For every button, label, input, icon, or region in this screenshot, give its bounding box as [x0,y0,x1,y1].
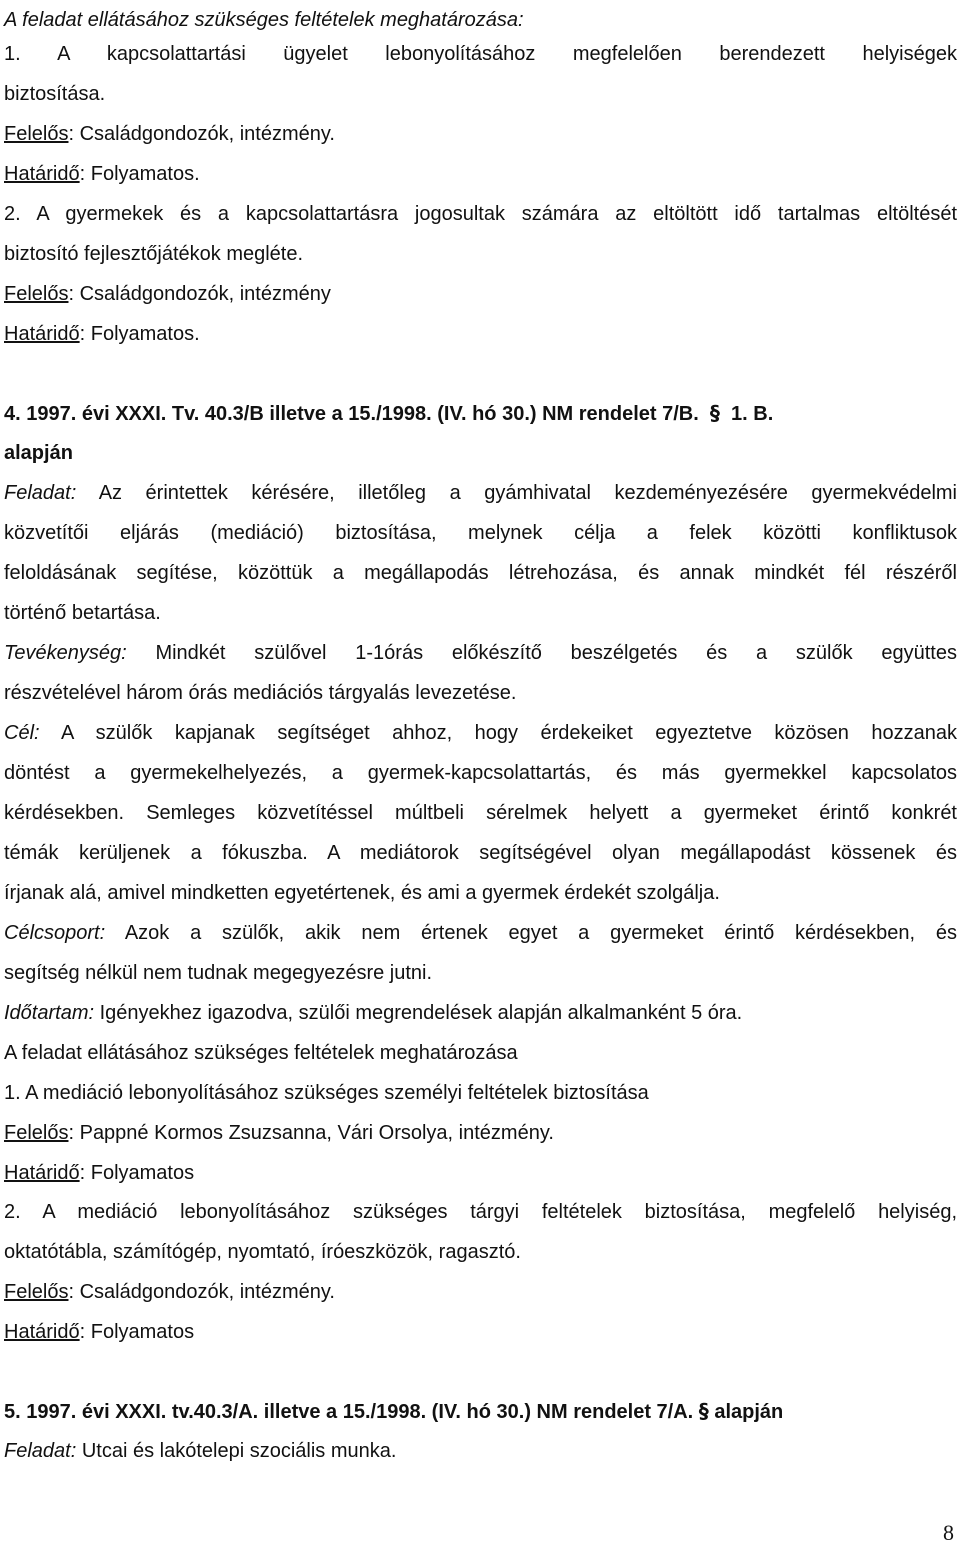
deadline-value: : Folyamatos [79,1321,195,1343]
task-label: Feladat: [4,482,77,504]
target-group-line2: segítség nélkül nem tudnak megegyezésre jutni. [4,962,433,984]
goal-line5: írjanak alá, amivel mindketten egyetértenek, és ami a gyermek érdekét szolgálja. [4,882,720,904]
deadline-label: Határidő [4,163,80,185]
task-line [4,1439,396,1463]
task-line4: történő betartása. [4,602,161,624]
deadline-line [4,1320,194,1344]
responsible-value: : Családgondozók, intézmény. [68,123,335,145]
duration-label: Időtartam: [4,1002,95,1024]
target-group-text: Azok a szülők, akik nem értenek egyet a gyermeket érintő kérdésekben, és [124,922,957,944]
requirement-item-2-line2: oktatótábla, számítógép, nyomtató, íróeszközök, ragasztó. [4,1241,521,1263]
responsible-line [4,122,335,146]
page-number: 8 [943,1520,954,1545]
requirements-heading: A feladat ellátásához szükséges feltételek meghatározása [4,1042,518,1064]
task-label: Feladat: [4,1440,77,1462]
requirement-item-1: 1. A mediáció lebonyolításához szükséges személyi feltételek biztosítása [4,1082,649,1104]
activity-text: Mindkét szülővel 1-1órás előkészítő beszélgetés és a szülők együttes [155,642,957,664]
responsible-value: : Családgondozók, intézmény. [68,1281,335,1303]
task-text: Utcai és lakótelepi szociális munka. [81,1440,397,1462]
deadline-line [4,162,200,186]
goal-line2: döntést a gyermekelhelyezés, a gyermek-kapcsolattartás, és más gyermekkel kapcsolatos [4,762,957,784]
task-line2: közvetítői eljárás (mediáció) biztosítása, melynek célja a felek közötti konfliktusok [4,522,957,544]
deadline-value: : Folyamatos. [79,163,200,185]
responsible-label: Felelős [4,283,69,305]
responsible-line [4,282,331,306]
activity-line2: részvételével három órás mediációs tárgyalás levezetése. [4,682,517,704]
responsible-line [4,1121,554,1145]
deadline-line [4,1161,194,1185]
deadline-label: Határidő [4,1162,80,1184]
section-4-heading [4,401,773,426]
deadline-label: Határidő [4,1321,80,1343]
section-4-heading-text: 4. 1997. évi XXXI. Tv. 40.3/B illetve a 15./1998. (IV. hó 30.) NM rendelet 7/B. [4,403,699,425]
deadline-line [4,322,200,346]
task-line3: feloldásának segítése, közöttük a megállapodás létrehozása, és annak mindkét fél részéről [4,562,957,584]
list-item-1-line1: 1. A kapcsolattartási ügyelet lebonyolításához megfelelően berendezett helyiségek [4,43,957,65]
list-item-2-line2: biztosító fejlesztőjátékok megléte. [4,243,304,265]
task-line1 [4,481,957,505]
goal-line4: témák kerüljenek a fókuszba. A mediátorok segítségével olyan megállapodást kössenek és [4,842,957,864]
responsible-value: : Pappné Kormos Zsuzsanna, Vári Orsolya, intézmény. [68,1122,554,1144]
target-group-line1 [4,921,957,945]
duration-text: Igényekhez igazodva, szülői megrendelések alapján alkalmanként 5 óra. [99,1002,743,1024]
section-5-heading [4,1399,783,1424]
section-heading: A feladat ellátásához szükséges feltételek meghatározása: [4,9,524,31]
section-5-heading-end: alapján [714,1401,784,1423]
paragraph-sign: § [709,401,720,425]
responsible-label: Felelős [4,1122,69,1144]
responsible-line [4,1280,335,1304]
task-text: Az érintettek kérésére, illetőleg a gyámhivatal kezdeményezésére gyermekvédelmi [98,482,957,504]
paragraph-sign: § [698,1399,709,1423]
activity-line1 [4,641,957,665]
deadline-value: : Folyamatos. [79,323,200,345]
list-item-1-line2: biztosítása. [4,83,106,105]
goal-text: A szülők kapjanak segítséget ahhoz, hogy érdekeiket egyeztetve közösen hozzanak [60,722,958,744]
section-4-heading-line2: alapján [4,442,73,464]
responsible-label: Felelős [4,1281,69,1303]
target-group-label: Célcsoport: [4,922,106,944]
duration-line [4,1001,742,1025]
deadline-label: Határidő [4,323,80,345]
goal-label: Cél: [4,722,40,744]
requirement-item-2-line1: 2. A mediáció lebonyolításához szükséges tárgyi feltételek biztosítása, megfelelő helyiség, [4,1201,957,1223]
section-5-heading-text: 5. 1997. évi XXXI. tv.40.3/A. illetve a 15./1998. (IV. hó 30.) NM rendelet 7/A. [4,1401,694,1423]
goal-line3: kérdésekben. Semleges közvetítéssel múltbeli sérelmek helyett a gyermeket érintő konkrét [4,802,957,824]
responsible-value: : Családgondozók, intézmény [68,283,331,305]
activity-label: Tevékenység: [4,642,127,664]
responsible-label: Felelős [4,123,69,145]
section-4-heading-end: 1. B. [731,403,774,425]
deadline-value: : Folyamatos [79,1162,195,1184]
goal-line1 [4,721,957,745]
list-item-2-line1: 2. A gyermekek és a kapcsolattartásra jogosultak számára az eltöltött idő tartalmas eltöltését [4,203,957,225]
